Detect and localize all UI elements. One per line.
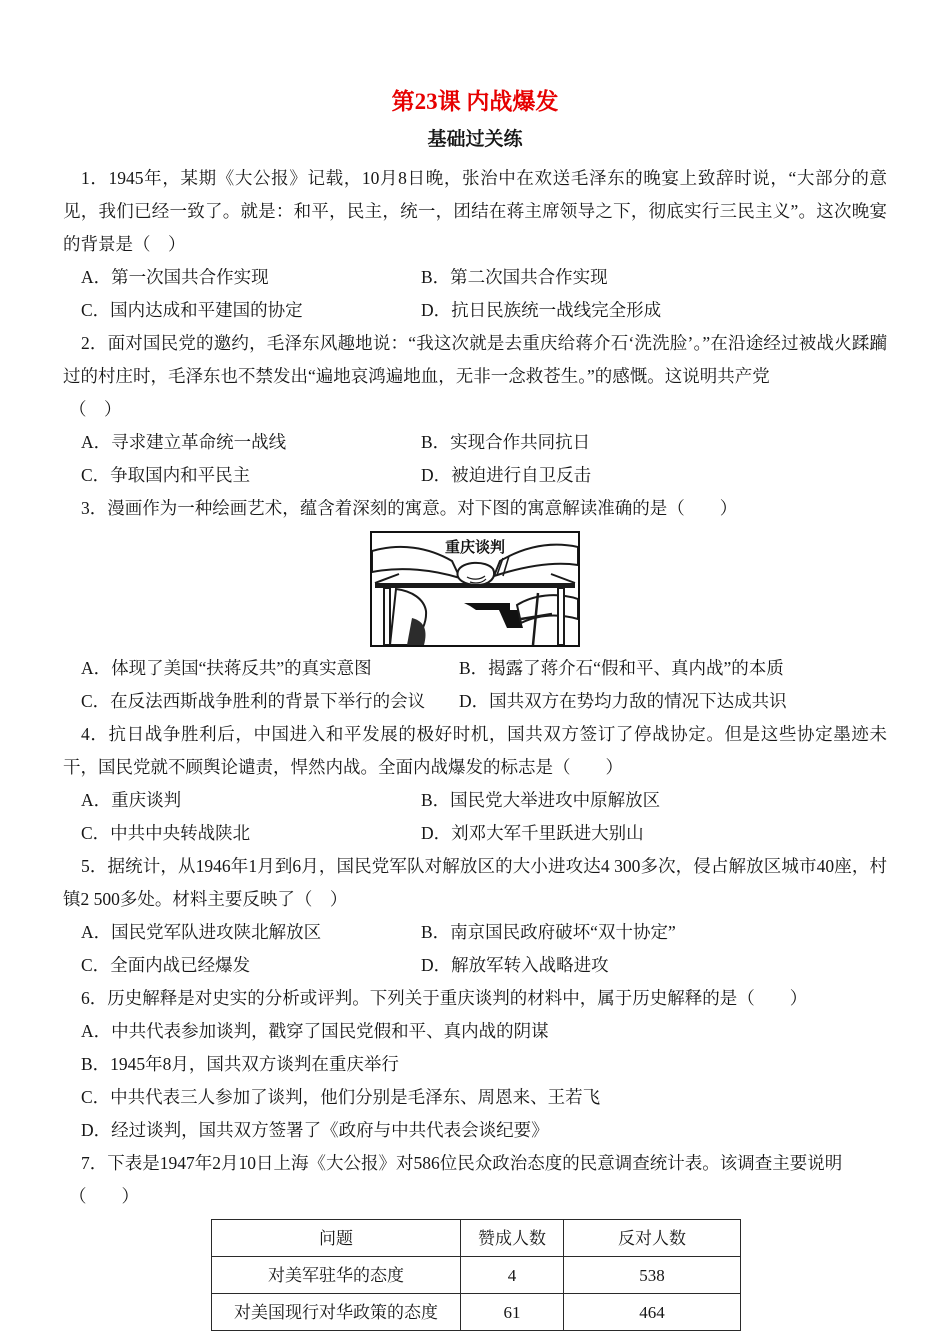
table-header-row: [212, 1220, 741, 1257]
option-a: A．体现了美国“扶蒋反共”的真实意图: [81, 658, 372, 678]
question-text: 7．下表是1947年2月10日上海《大公报》对586位民众政治态度的民意调查统计表。该调查主要说明: [81, 1153, 843, 1173]
options-row: [63, 294, 887, 327]
table-header-question: 问题: [212, 1220, 461, 1257]
question-text: 3．漫画作为一种绘画艺术，蕴含着深刻的寓意。对下图的寓意解读准确的是（ ）: [81, 498, 738, 518]
option-c: C．中共中央转战陕北: [81, 823, 251, 843]
option-d: D．被迫进行自卫反击: [421, 465, 592, 485]
option-c: C．中共代表三人参加了谈判，他们分别是毛泽东、周恩来、王若飞: [81, 1087, 601, 1107]
question-1: [63, 162, 887, 327]
options-row: [63, 817, 887, 850]
table-header-approve: 赞成人数: [461, 1220, 564, 1257]
table-row: [212, 1294, 741, 1331]
question-text: 6．历史解释是对史实的分析或评判。下列关于重庆谈判的材料中，属于历史解释的是（ ）: [81, 988, 808, 1008]
options-row: [63, 685, 887, 718]
option-b: B．南京国民政府破坏“双十协定”: [421, 922, 676, 942]
page-title: 第23课 内战爆发: [391, 89, 559, 114]
option-a: A．国民党军队进攻陕北解放区: [81, 922, 322, 942]
option-d: D．解放军转入战略进攻: [421, 955, 609, 975]
cartoon-figure: [370, 531, 580, 647]
handshake-illustration: [372, 533, 578, 645]
clasped-hands: [457, 563, 494, 585]
option-c: C．国内达成和平建国的协定: [81, 300, 303, 320]
question-text: 2．面对国民党的邀约，毛泽东风趣地说：“我这次就是去重庆给蒋介石‘洗洗脸’。”在沿途经过被战火蹂躏过的村庄时，毛泽东也不禁发出“遍地哀鸿遍地血，无非一念救苍生。”的感慨。这说明共产党: [63, 333, 887, 386]
question-text: 1．1945年，某期《大公报》记载，10月8日晚，张治中在欢送毛泽东的晚宴上致辞时说，“大部分的意见，我们已经一致了。就是：和平，民主，统一，团结在蒋主席领导之下，彻底实行三民主义”。这次晚宴的背景是（ ）: [63, 168, 887, 254]
table-cell-approve: 4: [461, 1257, 564, 1294]
table-cell-question: 对美军驻华的态度: [212, 1257, 461, 1294]
question-5: [63, 850, 887, 982]
question-6: [63, 982, 887, 1147]
survey-table: [211, 1219, 741, 1331]
options-row: [63, 916, 887, 949]
option-a: A．重庆谈判: [81, 790, 182, 810]
question-3: [63, 492, 887, 718]
question-4: [63, 718, 887, 850]
options-row: [63, 784, 887, 817]
question-2: [63, 327, 887, 492]
table-row: [212, 1257, 741, 1294]
option-a: A．中共代表参加谈判，戳穿了国民党假和平、真内战的阴谋: [81, 1021, 549, 1041]
option-d: D．刘邓大军千里跃进大别山: [421, 823, 644, 843]
option-d: D．抗日民族统一战线完全形成: [421, 300, 662, 320]
table-leg-left: [384, 588, 390, 645]
option-d: D．经过谈判，国共双方签署了《政府与中共代表会谈纪要》: [81, 1120, 549, 1140]
option-b: B．实现合作共同抗日: [421, 432, 591, 452]
option-c: C．在反法西斯战争胜利的背景下举行的会议: [81, 691, 426, 711]
option-b: B．第二次国共合作实现: [421, 267, 608, 287]
question-text: 5．据统计，从1946年1月到6月，国民党军队对解放区的大小进攻达4 300多次，侵占解放区城市40座，村镇2 500多处。材料主要反映了（ ）: [63, 856, 887, 909]
option-d: D．国共双方在势均力敌的情况下达成共识: [459, 691, 787, 711]
option-b: B．揭露了蒋介石“假和平、真内战”的本质: [459, 658, 784, 678]
option-b: B．1945年8月，国共双方谈判在重庆举行: [81, 1054, 399, 1074]
options-row: [63, 426, 887, 459]
table-header-oppose: 反对人数: [564, 1220, 741, 1257]
question-list: [63, 162, 887, 1331]
answer-blank: （ ）: [69, 399, 122, 419]
table-leg-right: [558, 588, 564, 645]
options-row: [63, 261, 887, 294]
table-cell-oppose: 464: [564, 1294, 741, 1331]
option-c: C．全面内战已经爆发: [81, 955, 251, 975]
table-cell-question: 对美国现行对华政策的态度: [212, 1294, 461, 1331]
table-cell-oppose: 538: [564, 1257, 741, 1294]
options-row: [63, 949, 887, 982]
option-c: C．争取国内和平民主: [81, 465, 251, 485]
question-text: 4．抗日战争胜利后，中国进入和平发展的极好时机，国共双方签订了停战协定。但是这些协定墨迹未干，国民党就不顾舆论谴责，悍然内战。全面内战爆发的标志是（ ）: [63, 724, 887, 777]
options-row: [63, 459, 887, 492]
cartoon-caption: 重庆谈判: [444, 540, 506, 556]
option-b: B．国民党大举进攻中原解放区: [421, 790, 661, 810]
option-a: A．寻求建立革命统一战线: [81, 432, 287, 452]
section-heading: 基础过关练: [427, 129, 523, 150]
options-row: [63, 652, 887, 685]
answer-blank: （ ）: [69, 1186, 139, 1206]
option-a: A．第一次国共合作实现: [81, 267, 269, 287]
table-cell-approve: 61: [461, 1294, 564, 1331]
question-7: [63, 1147, 887, 1331]
